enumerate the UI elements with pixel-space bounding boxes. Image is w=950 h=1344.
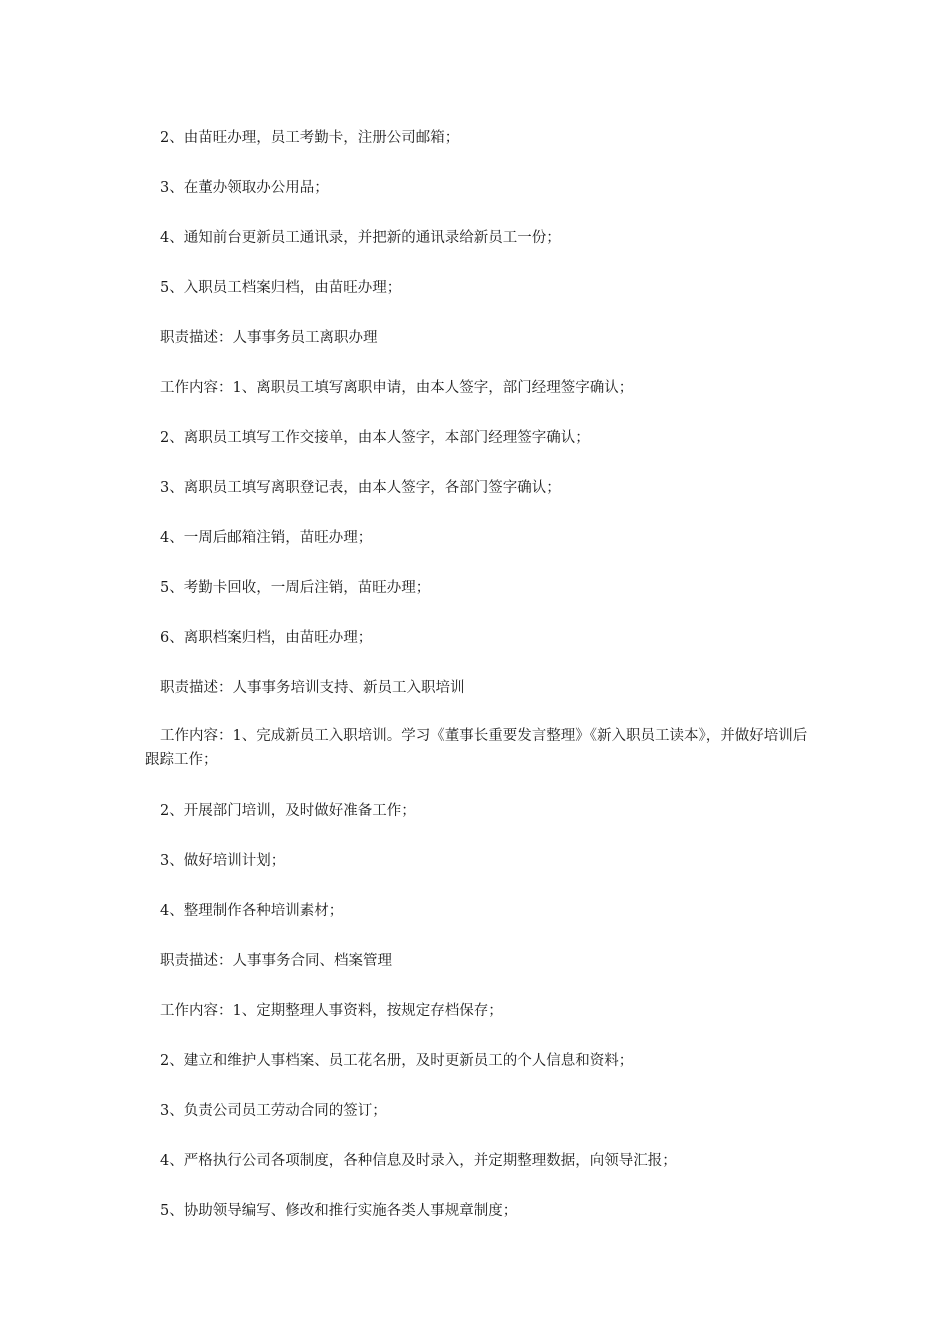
paragraph: 5、协助领导编写、修改和推行实施各类人事规章制度；: [160, 1203, 518, 1219]
paragraph: 2、由苗旺办理，员工考勤卡，注册公司邮箱；: [160, 130, 460, 146]
section-heading: 职责描述：人事事务合同、档案管理: [160, 953, 392, 969]
paragraph: 工作内容：1、离职员工填写离职申请，由本人签字，部门经理签字确认；: [160, 380, 634, 396]
paragraph: 4、严格执行公司各项制度，各种信息及时录入，并定期整理数据，向领导汇报；: [160, 1153, 677, 1169]
section-heading: 职责描述：人事事务员工离职办理: [160, 330, 378, 346]
paragraph: 工作内容：1、定期整理人事资料，按规定存档保存；: [160, 1003, 503, 1019]
paragraph: 5、入职员工档案归档，由苗旺办理；: [160, 280, 402, 296]
paragraph: 4、通知前台更新员工通讯录，并把新的通讯录给新员工一份；: [160, 230, 561, 246]
paragraph: 4、整理制作各种培训素材；: [160, 903, 344, 919]
paragraph: 3、做好培训计划；: [160, 853, 286, 869]
paragraph: 工作内容：1、完成新员工入职培训。学习《董事长重要发言整理》《新入职员工读本》，并做好培训后跟踪工作；: [145, 728, 808, 768]
section-heading: 职责描述：人事事务培训支持、新员工入职培训: [160, 680, 465, 696]
paragraph: 2、离职员工填写工作交接单，由本人签字，本部门经理签字确认；: [160, 430, 590, 446]
paragraph: 2、建立和维护人事档案、员工花名册，及时更新员工的个人信息和资料；: [160, 1053, 634, 1069]
paragraph: 3、在董办领取办公用品；: [160, 180, 329, 196]
paragraph: 2、开展部门培训，及时做好准备工作；: [160, 803, 416, 819]
paragraph: 3、负责公司员工劳动合同的签订；: [160, 1103, 387, 1119]
paragraph: 5、考勤卡回收，一周后注销，苗旺办理；: [160, 580, 431, 596]
paragraph: 6、离职档案归档，由苗旺办理；: [160, 630, 373, 646]
paragraph: 3、离职员工填写离职登记表，由本人签字，各部门签字确认；: [160, 480, 561, 496]
paragraph: 4、一周后邮箱注销，苗旺办理；: [160, 530, 373, 546]
